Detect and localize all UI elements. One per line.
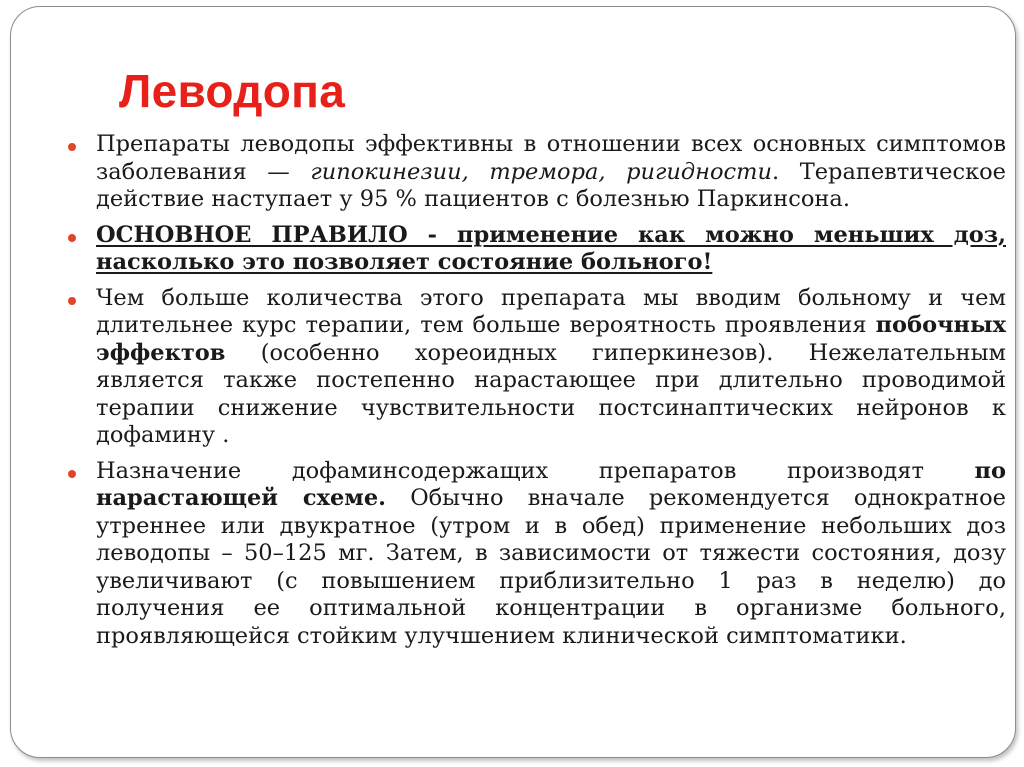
slide-frame bbox=[10, 6, 1016, 758]
bullet-text-segment: Назначение дофаминсодержащих препаратов производят bbox=[96, 457, 975, 484]
bullet-text-segment: Чем больше количества этого препарата мы вводим больному и чем длительнее курс терапии, тем больше вероятность проявления bbox=[96, 284, 1006, 338]
bullet-dot-icon bbox=[68, 234, 76, 242]
bullet-item bbox=[96, 222, 1006, 277]
bullet-text-segment: Обычно вначале рекомендуется однократное утреннее или двукратное (утром и в обед) применение небольших доз леводопы – 50–125 мг. Затем, в зависимости от тяжести состояния, дозу увеличивают (с повышением приблизительно 1 раз в неделю) до получения ее оптимальной концентрации в организме больного, проявляющейся стойким улучшением клинической симптоматики. bbox=[96, 485, 1006, 649]
slide-title: Леводопа bbox=[119, 65, 346, 117]
bullet-text-segment: . Терапевтическое действие наступает у 95 % пациентов с болезнью Паркинсона. bbox=[96, 158, 1006, 212]
bullet-item bbox=[96, 458, 1006, 651]
bullet-dot-icon bbox=[68, 297, 76, 305]
bullet-text-segment: (особенно хореоидных гиперкинезов). Нежелательным является также постепенно нарастающее при длительно проводимой терапии снижение чувствительности постсинаптических нейронов к дофамину . bbox=[96, 339, 1006, 448]
bullet-text-segment: по нарастающей схеме. bbox=[96, 457, 1006, 511]
bullet-text-segment: Препараты леводопы эффективны в отношении всех основных симптомов заболевания — bbox=[96, 131, 1006, 185]
bullet-text-segment: ОСНОВНОЕ ПРАВИЛО - применение как можно меньших доз, насколько это позволяет состояние больного! bbox=[96, 221, 1006, 275]
bullet-text-segment: побочных эффектов bbox=[96, 312, 1006, 366]
bullet-item bbox=[96, 131, 1006, 214]
bullet-dot-icon bbox=[68, 143, 76, 151]
bullet-item bbox=[96, 285, 1006, 450]
bullet-dot-icon bbox=[68, 470, 76, 478]
bullet-text-segment: гипокинезии, тремора, ригидности bbox=[310, 158, 772, 185]
bullet-list bbox=[96, 131, 1006, 658]
